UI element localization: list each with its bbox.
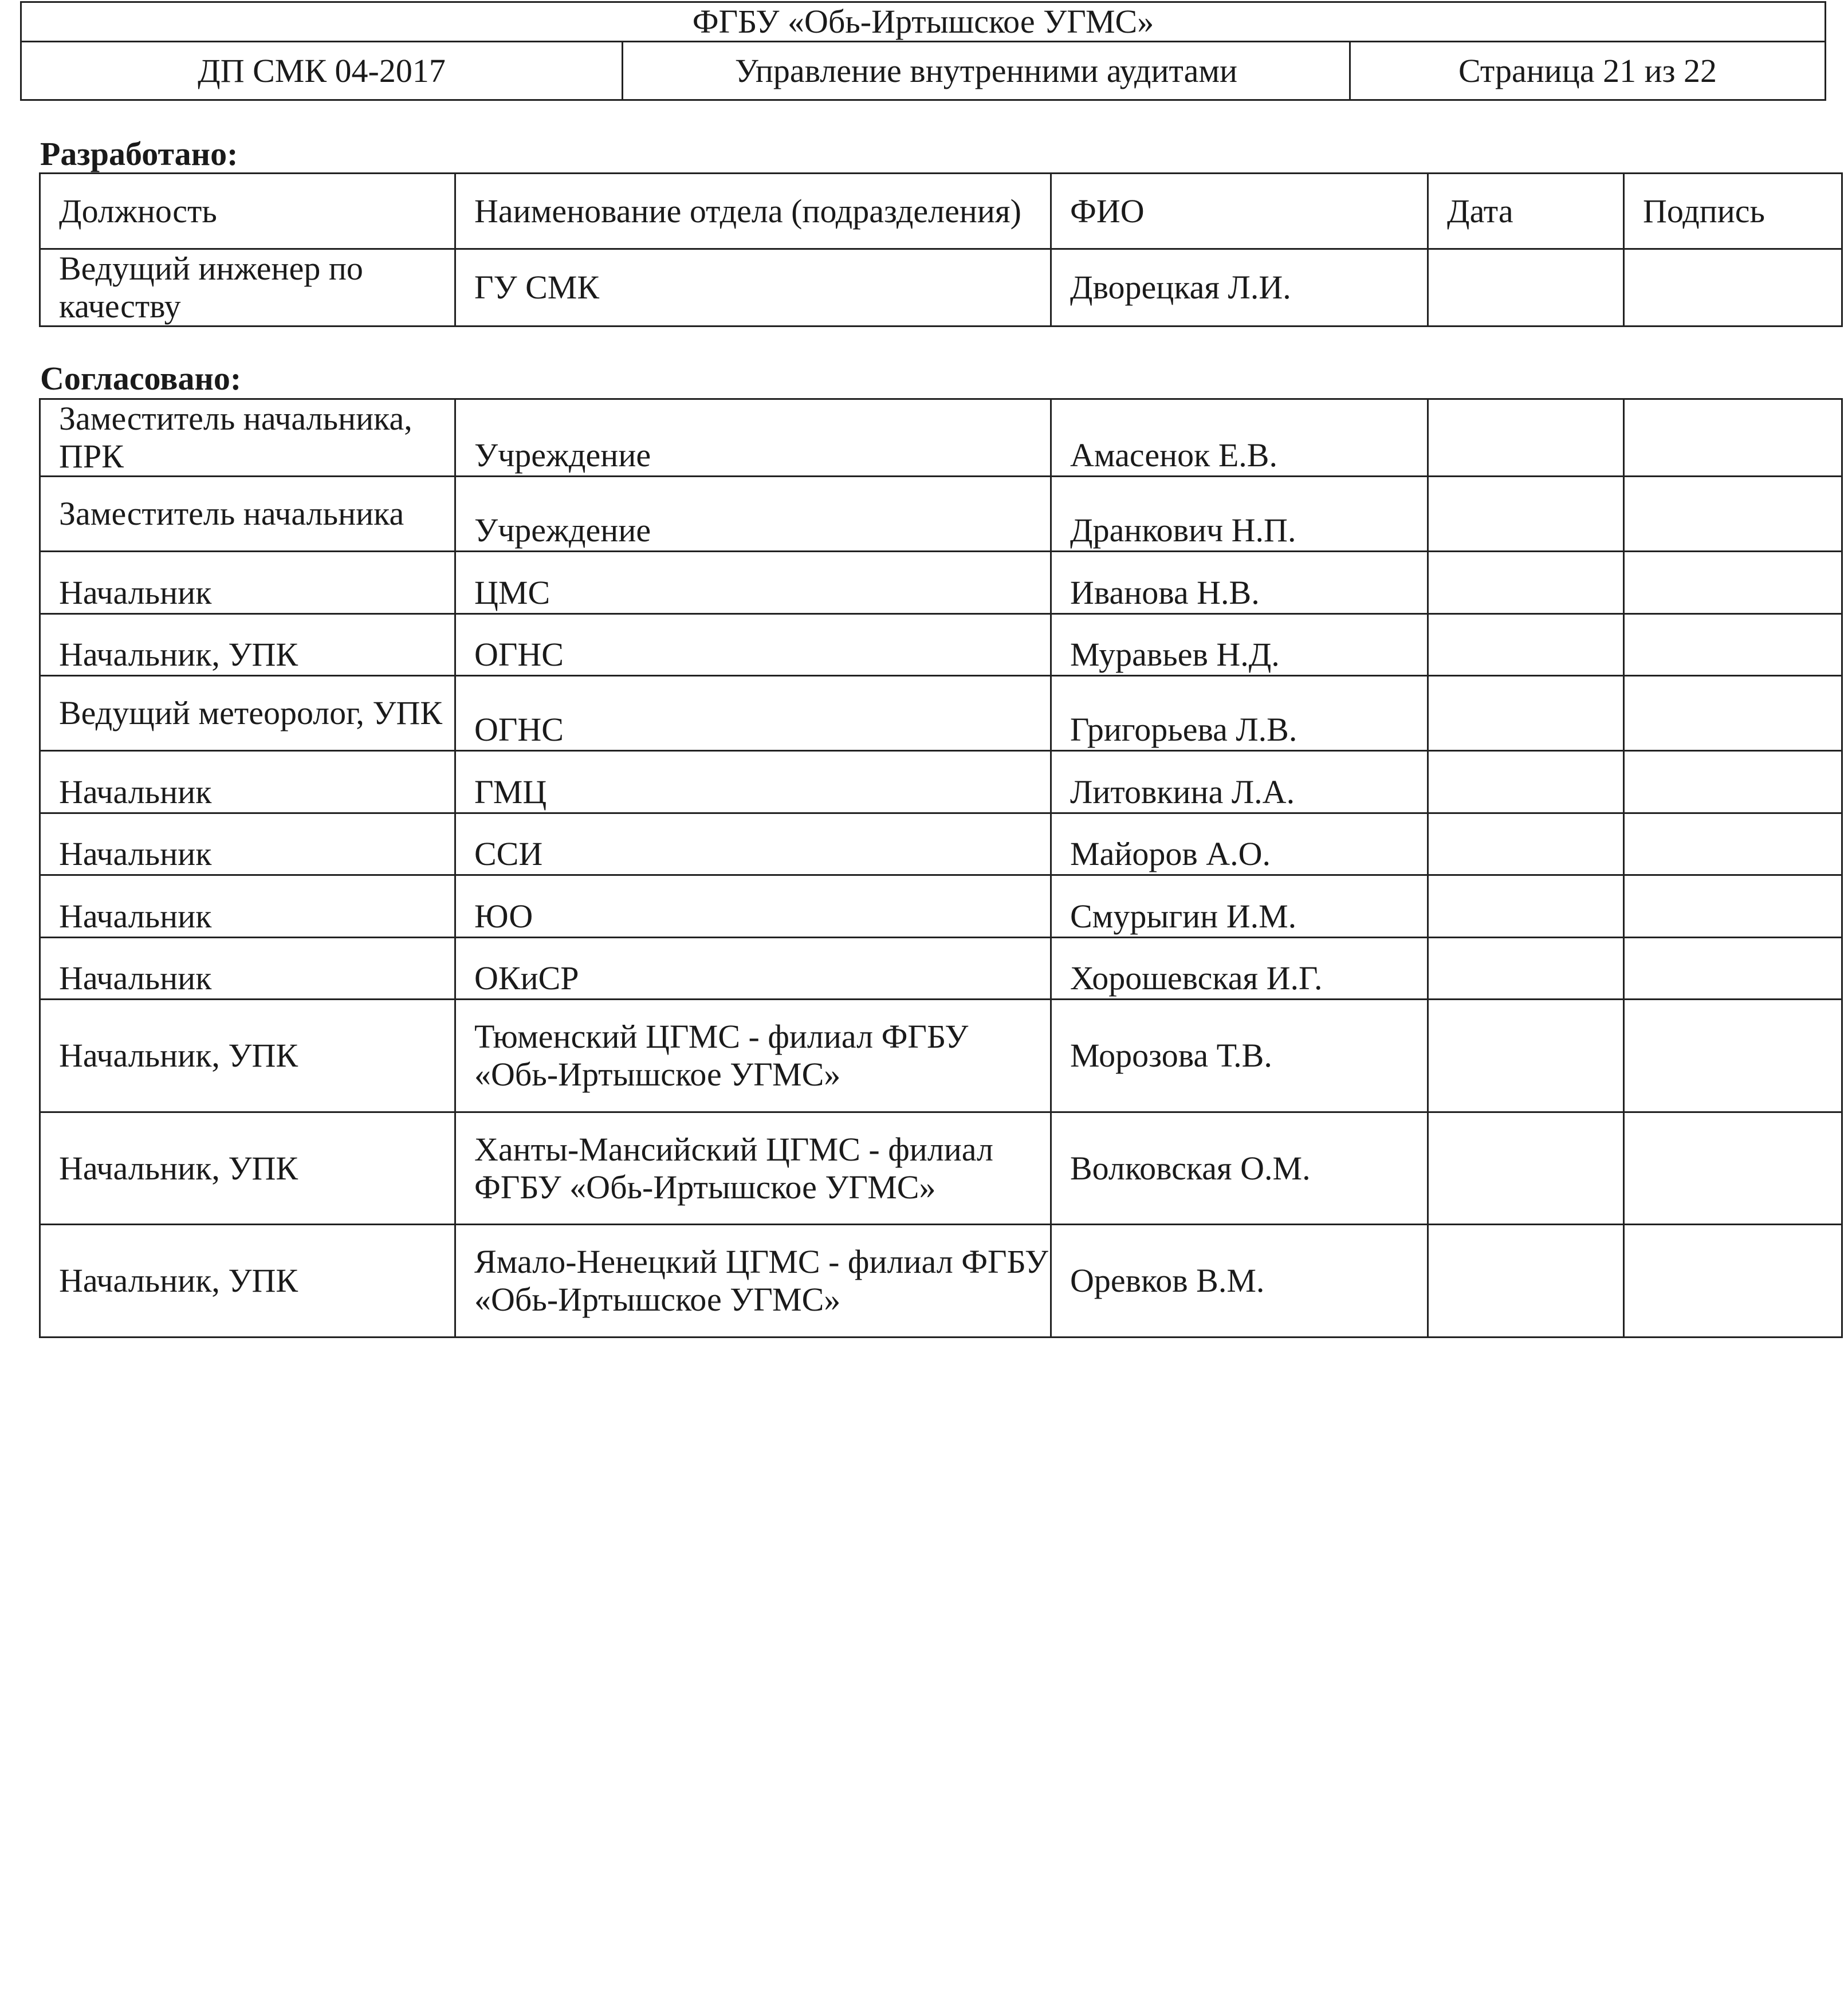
cell-department: Ямало-Ненецкий ЦГМС - филиал ФГБУ «Обь-Иртышское УГМС» (455, 1225, 1051, 1338)
cell-department: ССИ (455, 813, 1051, 875)
cell-date (1428, 875, 1624, 938)
cell-signature (1624, 1225, 1842, 1338)
table-row (40, 249, 1842, 327)
table-row (40, 1000, 1842, 1112)
cell-signature (1624, 938, 1842, 1000)
cell-signature (1624, 477, 1842, 552)
cell-name: Иванова Н.В. (1051, 552, 1428, 614)
cell-date (1428, 249, 1624, 327)
agreed-table (39, 398, 1843, 1338)
table-row (40, 938, 1842, 1000)
cell-department: Ханты-Мансийский ЦГМС - филиал ФГБУ «Обь-Иртышское УГМС» (455, 1112, 1051, 1225)
cell-date (1428, 1112, 1624, 1225)
cell-department: ОКиСР (455, 938, 1051, 1000)
table-row (40, 1225, 1842, 1338)
cell-position: Начальник (40, 875, 455, 938)
cell-position: Начальник, УПК (40, 1112, 455, 1225)
cell-position: Начальник (40, 813, 455, 875)
cell-date (1428, 399, 1624, 477)
cell-position: Начальник, УПК (40, 1000, 455, 1112)
cell-department: Тюменский ЦГМС - филиал ФГБУ «Обь-Иртышское УГМС» (455, 1000, 1051, 1112)
cell-department: ОГНС (455, 614, 1051, 676)
cell-name: Литовкина Л.А. (1051, 751, 1428, 813)
table-row (40, 1112, 1842, 1225)
cell-name: Майоров А.О. (1051, 813, 1428, 875)
cell-department: ЦМС (455, 552, 1051, 614)
cell-signature (1624, 751, 1842, 813)
cell-signature (1624, 813, 1842, 875)
cell-date (1428, 477, 1624, 552)
column-header-name: ФИО (1051, 174, 1428, 249)
cell-name: Дранкович Н.П. (1051, 477, 1428, 552)
cell-name: Оревков В.М. (1051, 1225, 1428, 1338)
table-row (40, 751, 1842, 813)
cell-date (1428, 813, 1624, 875)
cell-department: ГМЦ (455, 751, 1051, 813)
cell-date (1428, 751, 1624, 813)
developed-header-row (40, 174, 1842, 249)
cell-position: Начальник (40, 552, 455, 614)
table-row (40, 399, 1842, 477)
document-code: ДП СМК 04-2017 (21, 42, 623, 100)
document-header-table (20, 1, 1826, 101)
cell-name: Волковская О.М. (1051, 1112, 1428, 1225)
column-header-date: Дата (1428, 174, 1624, 249)
cell-position: Ведущий метеоролог, УПК (40, 676, 455, 751)
developed-label: Разработано: (40, 135, 238, 172)
cell-position: Ведущий инженер по качеству (40, 249, 455, 327)
cell-signature (1624, 552, 1842, 614)
cell-name: Дворецкая Л.И. (1051, 249, 1428, 327)
cell-name: Морозова Т.В. (1051, 1000, 1428, 1112)
cell-position: Начальник (40, 938, 455, 1000)
cell-department: Учреждение (455, 399, 1051, 477)
document-title: Управление внутренними аудитами (623, 42, 1350, 100)
cell-name: Муравьев Н.Д. (1051, 614, 1428, 676)
cell-signature (1624, 399, 1842, 477)
page-info: Страница 21 из 22 (1350, 42, 1826, 100)
cell-position: Начальник (40, 751, 455, 813)
table-row (40, 676, 1842, 751)
cell-department: ЮО (455, 875, 1051, 938)
cell-position: Начальник, УПК (40, 614, 455, 676)
organization-name: ФГБУ «Обь-Иртышское УГМС» (21, 2, 1826, 42)
cell-department: Учреждение (455, 477, 1051, 552)
cell-date (1428, 1000, 1624, 1112)
cell-signature (1624, 1112, 1842, 1225)
cell-department: ГУ СМК (455, 249, 1051, 327)
cell-date (1428, 1225, 1624, 1338)
cell-signature (1624, 1000, 1842, 1112)
column-header-signature: Подпись (1624, 174, 1842, 249)
column-header-department: Наименование отдела (подразделения) (455, 174, 1051, 249)
cell-name: Смурыгин И.М. (1051, 875, 1428, 938)
cell-name: Амасенок Е.В. (1051, 399, 1428, 477)
table-row (40, 875, 1842, 938)
column-header-position: Должность (40, 174, 455, 249)
cell-department: ОГНС (455, 676, 1051, 751)
cell-signature (1624, 614, 1842, 676)
cell-position: Начальник, УПК (40, 1225, 455, 1338)
cell-signature (1624, 875, 1842, 938)
agreed-label: Согласовано: (40, 360, 242, 397)
table-row (40, 813, 1842, 875)
cell-date (1428, 614, 1624, 676)
table-row (40, 552, 1842, 614)
cell-name: Хорошевская И.Г. (1051, 938, 1428, 1000)
cell-date (1428, 676, 1624, 751)
cell-date (1428, 552, 1624, 614)
cell-signature (1624, 676, 1842, 751)
cell-signature (1624, 249, 1842, 327)
table-row (40, 477, 1842, 552)
cell-position: Заместитель начальника, ПРК (40, 399, 455, 477)
cell-date (1428, 938, 1624, 1000)
cell-position: Заместитель начальника (40, 477, 455, 552)
developed-table (39, 172, 1843, 327)
table-row (40, 614, 1842, 676)
cell-name: Григорьева Л.В. (1051, 676, 1428, 751)
